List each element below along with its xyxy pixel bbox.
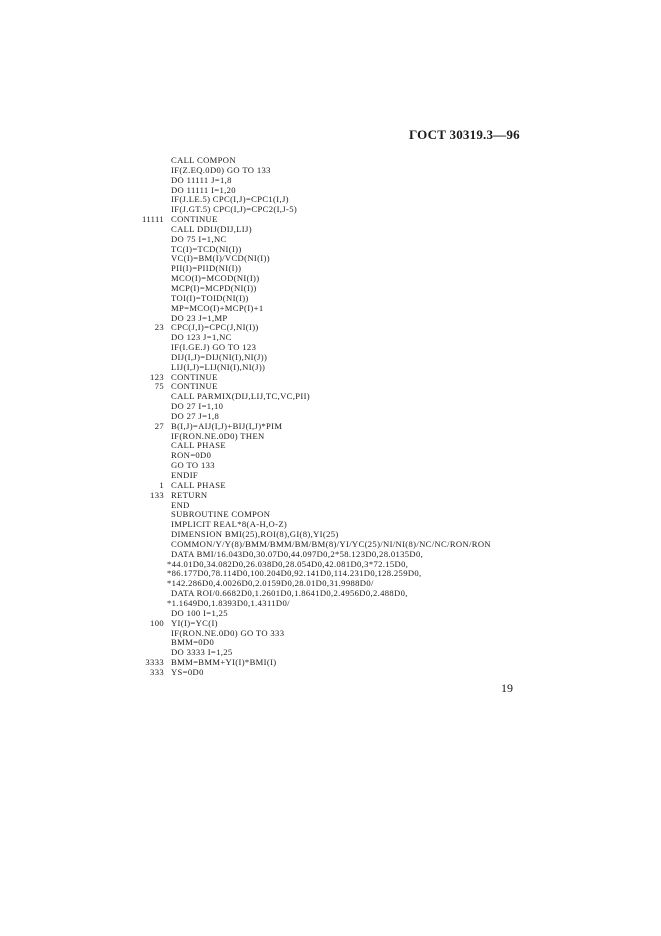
code-statement: DIMENSION BMI(25),ROI(8),GI(8),YI(25): [171, 529, 339, 540]
statement-label: 23: [154, 322, 164, 333]
code-statement: CONTINUE: [171, 214, 218, 225]
statement-label: 75: [154, 381, 164, 392]
statement-label: 3333: [145, 657, 164, 668]
statement-label: 11111: [142, 214, 164, 225]
code-statement: CPC(J,I)=CPC(J,NI(I)): [171, 322, 259, 333]
code-statement: IF(J.GT.5) CPC(I,J)=CPC2(I,J-5): [171, 204, 298, 215]
continuation-statement: *86.177D0,78.114D0,100.204D0,92.141D0,114.231D0,128.259D0,: [167, 568, 422, 579]
code-statement: END: [171, 499, 190, 510]
code-statement: DO 27 I=1,10: [171, 401, 224, 412]
code-statement: TOI(I)=TOID(NI(I)): [171, 292, 249, 303]
code-statement: DO 75 I=1,NC: [171, 233, 227, 244]
code-statement: IF(Z.EQ.0D0) GO TO 133: [171, 164, 271, 175]
code-statement: MCO(I)=MCOD(NI(I)): [171, 273, 260, 284]
code-statement: IF(I.GE.J) GO TO 123: [171, 342, 257, 353]
continuation-statement: *1.1649D0,1.8393D0,1.4311D0/: [167, 597, 290, 608]
code-statement: DO 23 J=1,MP: [171, 312, 228, 323]
code-statement: CONTINUE: [171, 371, 218, 382]
code-statement: IF(RON.NE.0D0) THEN: [171, 430, 265, 441]
code-statement: SUBROUTINE COMPON: [171, 509, 271, 520]
code-statement: RON=0D0: [171, 450, 212, 461]
code-statement: YS=0D0: [171, 666, 204, 677]
code-statement: CALL PHASE: [171, 479, 226, 490]
continuation-statement: *142.286D0,4.0026D0,2.0159D0,28.01D0,31.9988D0/: [167, 578, 374, 589]
continuation-statement: *44.01D0,34.082D0,26.038D0,28.054D0,42.081D0,3*72.15D0,: [167, 558, 409, 569]
code-line: [138, 491, 491, 501]
code-statement: DATA ROI/0.6682D0,1.2601D0,1.8641D0,2.4956D0,2.488D0,: [171, 588, 408, 599]
statement-label: 333: [150, 666, 164, 677]
code-statement: DO 11111 I=1,20: [171, 184, 236, 195]
code-line: [138, 668, 491, 678]
code-statement: COMMON/Y/Y(8)/BMM/BMM/BM/BM(8)/YI/YC(25)/NI/NI(8)/NC/NC/RON/RON: [171, 538, 491, 549]
code-statement: RETURN: [171, 489, 208, 500]
fortran-code-listing: [138, 156, 491, 678]
code-statement: PII(I)=PIID(NI(I)): [171, 263, 242, 274]
statement-label: 1: [159, 479, 164, 490]
code-statement: DATA BMI/16.043D0,30.07D0,44.097D0,2*58.123D0,28.0135D0,: [171, 548, 424, 559]
code-statement: CALL PHASE: [171, 440, 226, 451]
statement-label: 100: [150, 617, 164, 628]
code-statement: GO TO 133: [171, 460, 215, 471]
code-statement: DO 11111 J=1,8: [171, 174, 232, 185]
statement-label: 133: [150, 489, 164, 500]
page-number: 19: [501, 681, 513, 695]
code-statement: TC(I)=TCD(NI(I)): [171, 243, 242, 254]
code-statement: CONTINUE: [171, 381, 218, 392]
code-statement: MP=MCO(I)+MCP(I)+1: [171, 302, 264, 313]
code-statement: LIJ(I,J)=LIJ(NI(I),NI(J)): [171, 361, 266, 372]
statement-label: 123: [150, 371, 164, 382]
code-statement: CALL COMPON: [171, 155, 236, 165]
code-statement: CALL DDIJ(DIJ,LIJ): [171, 223, 252, 234]
code-statement: IF(J.LE.5) CPC(I,J)=CPC1(I,J): [171, 194, 289, 205]
code-statement: ENDIF: [171, 470, 199, 480]
code-statement: BMM=BMM+YI(I)*BMI(I): [171, 657, 277, 668]
code-statement: MCP(I)=MCPD(NI(I)): [171, 282, 257, 293]
code-statement: VC(I)=BM(I)/VCD(NI(I)): [171, 253, 270, 264]
code-statement: DO 123 J=1,NC: [171, 332, 232, 343]
code-statement: DO 100 I=1,25: [171, 607, 228, 618]
code-statement: DO 3333 I=1,25: [171, 647, 233, 658]
statement-label: 27: [154, 420, 164, 431]
code-statement: CALL PARMIX(DIJ,LIJ,TC,VC,PII): [171, 391, 311, 402]
code-statement: IF(RON.NE.0D0) GO TO 333: [171, 627, 285, 638]
code-statement: DIJ(I,J)=DIJ(NI(I),NI(J)): [171, 351, 268, 362]
code-statement: IMPLICIT REAL*8(A-H,O-Z): [171, 519, 288, 530]
code-statement: B(I,J)=AIJ(I,J)+BIJ(I,J)*PIM: [171, 420, 283, 431]
code-statement: YI(I)=YC(I): [171, 617, 218, 628]
code-statement: DO 27 J=1,8: [171, 410, 220, 421]
document-standard-header: ГОСТ 30319.3—96: [409, 127, 520, 142]
code-statement: BMM=0D0: [171, 637, 215, 648]
